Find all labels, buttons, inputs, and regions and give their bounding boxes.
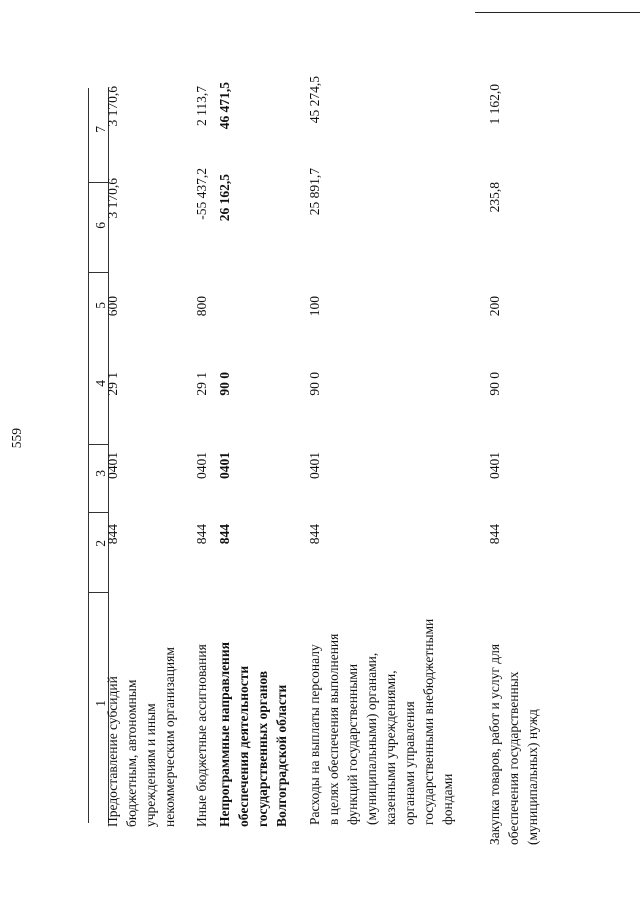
row-name-line: в целях обеспечения выполнения — [326, 633, 341, 825]
row-c7: 46 471,5 — [217, 82, 232, 130]
row-c3: 0401 — [194, 452, 209, 479]
row-name-line: органами управления — [402, 701, 417, 825]
header-col-7: 7 — [93, 126, 108, 133]
row-c5: 800 — [194, 296, 209, 317]
row-name-line: обеспечения деятельности — [236, 665, 251, 827]
table-border-corner — [88, 822, 89, 823]
header-col-6: 6 — [93, 222, 108, 229]
row-name-line: Закупка товаров, работ и услуг для — [487, 643, 502, 845]
col-divider-2-3 — [88, 512, 108, 513]
row-name-line: обеспечения государственных — [506, 671, 521, 845]
col-divider-3-4 — [88, 444, 108, 445]
row-name-line: государственными внебюджетными — [421, 618, 436, 825]
row-name-line: Иные бюджетные ассигнования — [194, 644, 209, 827]
row-c6: -55 437,2 — [194, 168, 209, 220]
row-c6: 235,8 — [487, 182, 502, 213]
row-name-line: (муниципальных) нужд — [525, 709, 540, 845]
row-c6: 26 162,5 — [217, 174, 232, 222]
row-name-line: Непрограммные направления — [217, 642, 232, 827]
corner-line — [475, 12, 640, 13]
row-c4: 29 1 — [194, 372, 209, 396]
row-name-line: фондами — [440, 773, 455, 825]
row-name-line: (муниципальными) органами, — [364, 652, 379, 825]
row-c4: 90 0 — [487, 372, 502, 396]
row-c5: 600 — [105, 296, 120, 317]
row-c2: 844 — [487, 524, 502, 545]
row-c4: 90 0 — [217, 372, 232, 396]
row-c7: 2 113,7 — [194, 86, 209, 126]
header-col-3: 3 — [93, 470, 108, 477]
row-c3: 0401 — [307, 452, 322, 479]
row-c6: 3 170,6 — [105, 178, 120, 219]
row-c3: 0401 — [105, 452, 120, 479]
page-number: 559 — [9, 428, 24, 449]
header-col-4: 4 — [93, 380, 108, 387]
row-c4: 29 1 — [105, 372, 120, 396]
row-c5: 200 — [487, 296, 502, 317]
row-c2: 844 — [217, 524, 232, 545]
row-name-line: Волгоградской области — [274, 684, 289, 827]
row-name-line: учреждениям и иным — [143, 703, 158, 827]
row-name-line: бюджетным, автономным — [124, 679, 139, 827]
row-c2: 844 — [307, 524, 322, 545]
row-c3: 0401 — [487, 452, 502, 479]
table-border-top — [88, 88, 89, 823]
row-name-line: государственных органов — [255, 670, 270, 827]
row-c7: 3 170,6 — [105, 86, 120, 127]
row-c3: 0401 — [217, 452, 232, 479]
col-divider-4-5 — [88, 272, 108, 273]
row-c5: 100 — [307, 296, 322, 317]
row-c2: 844 — [194, 524, 209, 545]
row-name-line: Расходы на выплаты персоналу — [307, 644, 322, 825]
row-name-line: функций государственными — [345, 663, 360, 825]
row-c7: 1 162,0 — [487, 84, 502, 125]
row-name-line: Предоставление субсидий — [105, 676, 120, 827]
header-col-5: 5 — [93, 302, 108, 309]
header-col-2: 2 — [93, 540, 108, 547]
col-divider-1-2 — [88, 592, 108, 593]
row-c4: 90 0 — [307, 372, 322, 396]
row-c7: 45 274,5 — [307, 76, 322, 124]
row-c6: 25 891,7 — [307, 168, 322, 216]
row-name-line: казенными учреждениями, — [383, 670, 398, 825]
header-col-1: 1 — [93, 700, 108, 707]
row-c2: 844 — [105, 524, 120, 545]
row-name-line: некоммерческим организациям — [162, 647, 177, 827]
